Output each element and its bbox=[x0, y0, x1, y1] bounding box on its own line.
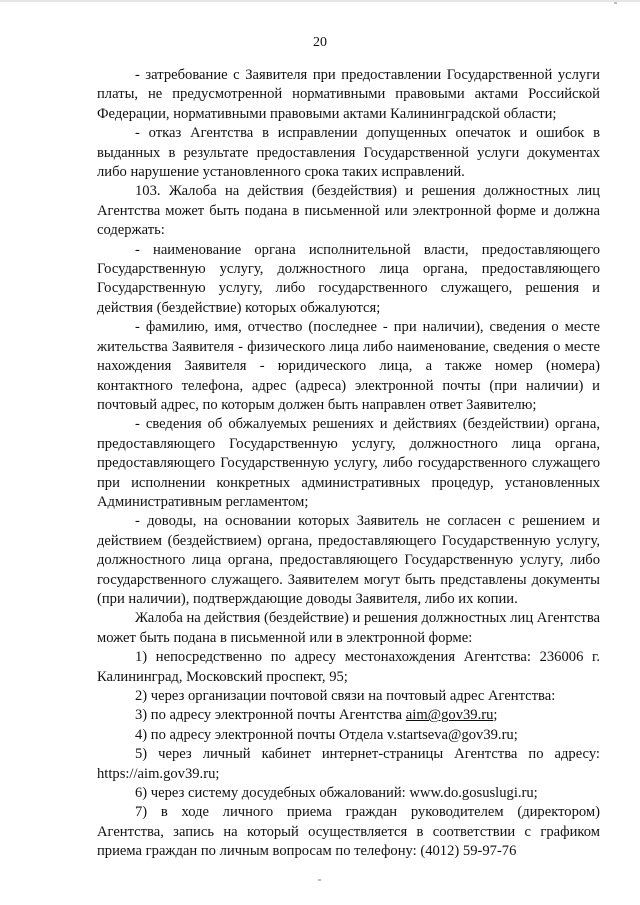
paragraph: 1) непосредственно по адресу местонахождения Агентства: 236006 г. Калининград, Московский проспект, 95; bbox=[97, 649, 600, 685]
paragraph: 2) через организации почтовой связи на почтовый адрес Агентства: bbox=[135, 688, 556, 704]
paragraph: - фамилию, имя, отчество (последнее - при наличии), сведения о месте жительства Заявителя - физического лица либо наименование, сведения о месте нахождения Заявителя - юридического лица, а также номер (номера) контактного телефона, адрес (адреса) электронной почты (при наличии) и почтовый адрес, по которым должен быть направлен ответ Заявителю; bbox=[97, 319, 600, 413]
paragraph-agency-email bbox=[97, 706, 600, 725]
paragraph: Жалоба на действия (бездействие) и решения должностных лиц Агентства может быть подана в письменной или в электронной форме: bbox=[97, 610, 600, 646]
paragraph: 103. Жалоба на действия (бездействия) и решения должностных лиц Агентства может быть подана в письменной или электронной форме и должна содержать: bbox=[97, 183, 600, 239]
email-suffix: ; bbox=[493, 707, 498, 724]
page-number: 20 bbox=[313, 35, 327, 50]
paragraph: - затребование с Заявителя при предоставлении Государственной услуги платы, не предусмотренной нормативными правовыми актами Российской Федерации, нормативными правовыми актами Калининградской области; bbox=[97, 67, 600, 122]
paragraph: 4) по адресу электронной почты Отдела v.startseva@gov39.ru; bbox=[135, 726, 518, 743]
paragraph: - отказ Агентства в исправлении допущенных опечаток и ошибок в выданных в результате предоставления Государственной услуги документах либо нарушение установленного срока таких исправлений. bbox=[97, 125, 600, 181]
paragraph: 6) через систему досудебных обжалований: www.do.gosuslugi.ru; bbox=[135, 785, 538, 802]
body-text bbox=[97, 66, 600, 862]
email-prefix: 3) по адресу электронной почты Агентства bbox=[135, 707, 406, 724]
scan-edge bbox=[0, 0, 640, 2]
scan-speck bbox=[318, 879, 321, 881]
paragraph: - доводы, на основании которых Заявитель не согласен с решением и действием (бездействием) органа, предоставляющего Государственную услугу, должностного лица органа, предоставляющего Государственную услугу, либо государственного служащего. Заявителем могут быть представлены документы (при наличии), подтверждающие доводы Заявителя, либо их копии. bbox=[97, 513, 600, 607]
agency-email-link[interactable]: aim@gov39.ru bbox=[405, 707, 494, 724]
paragraph: 7) в ходе личного приема граждан руководителем (директором) Агентства, запись на который осуществляется в соответствии с графиком приема граждан по личным вопросам по телефону: (4012) 59-97-76 bbox=[97, 804, 600, 860]
scan-speck bbox=[614, 2, 617, 4]
paragraph: - сведения об обжалуемых решениях и действиях (бездействии) органа, предоставляющего Государственную услугу, должностного лица органа, предоставляющего Государственную услугу, либо государственного служащего при исполнении конкретных административных процедур, установленных Административным регламентом; bbox=[97, 416, 600, 510]
paragraph: - наименование органа исполнительной власти, предоставляющего Государственную услугу, должностного лица органа, предоставляющего Государственную услугу, либо государственного служащего, решения и действия (бездействие) которых обжалуются; bbox=[97, 241, 600, 316]
paragraph: 5) через личный кабинет интернет-страницы Агентства по адресу: https://aim.gov39.ru; bbox=[97, 746, 600, 782]
